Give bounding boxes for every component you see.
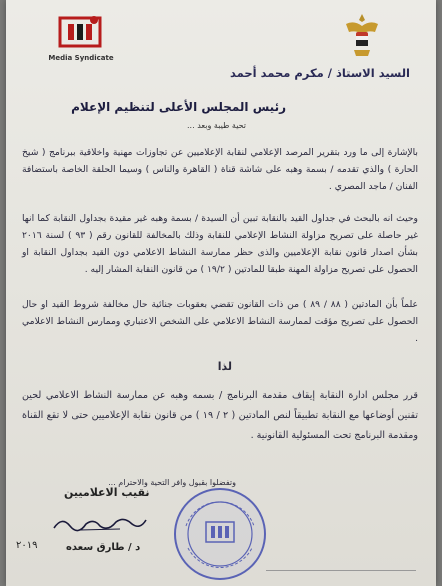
handwritten-signature (50, 512, 150, 534)
letter-sheet (6, 0, 436, 586)
official-stamp-icon (172, 486, 268, 582)
footer-divider (266, 570, 416, 571)
closing-line: وتفضلوا بقبول وافر التحية والاحترام ... (108, 478, 236, 487)
paragraph-penalties: علماً بأن المادتين ( ٨٨ / ٨٩ ) من ذات القانون تقضي بعقوبات جنائية حال مخالفة شروط القيد او حال الحصول على تصريح مؤقت لممارسة النشاط الاعلامي على الشخص الاعتباري وممارس النشاط الاعلامي . (22, 299, 418, 344)
signatory-title: نقيب الاعلاميين (64, 486, 150, 499)
media-syndicate-logo-icon (54, 12, 106, 52)
greeting: تحية طيبة وبعد ... (187, 121, 246, 130)
signatory-name: د / طارق سعده (66, 542, 141, 553)
decision-heading: لذا (217, 360, 232, 373)
addressee-line: السيد الاستاذ / مكرم محمد أحمد (230, 66, 410, 80)
egypt-eagle-emblem-icon (342, 10, 382, 60)
paragraph-reference: بالإشارة إلى ما ورد بتقرير المرصد الإعلامي لنقابة الإعلاميين عن تجاوزات مهنية واخلاقية ببرنامج ( شيخ الحارة ) والذي تقدمه / بسمة وهبه على شاشة قناة ( القاهرة والناس ) وسيما الحلقة الخاصة باستضافة الفنان / ماجد المصري . (22, 147, 418, 192)
logo-caption: Media Syndicate (48, 54, 114, 62)
paragraph-registration: وحيث انه بالبحث في جداول القيد بالنقابة تبين أن السيدة / بسمة وهبه غير مقيدة بجداول النقابة كما انها غير حاصلة على تصريح مزاولة النشاط الإعلامي للنقابة وذلك بالمخالفة للقانون رقم ( ٩٣ ) لسنة ٢٠١٦ بشأن اصدار قانون نقابة الإعلاميين والذى حظر ممارسة النشاط الاعلامي دون القيد بجداول النقابة او الحصول على تصريح مزاولة المهنة طبقا للمادتين ( ١٩/٢ ) من قانون النقابة المشار إليه . (22, 213, 418, 275)
paragraph-decision: قرر مجلس ادارة النقابة إيقاف مقدمة البرنامج / بسمه وهبه عن ممارسة النشاط الاعلامي لحين تقنين أوضاعها مع النقابة تطبيقاً لنص المادتين ( ٢ / ١٩ ) من قانون نقابة الإعلاميين حتى لا تقع القناة ومقدمة البرنامج تحت المسئولية القانونية . (22, 390, 418, 441)
recipient-title: رئيس المجلس الأعلى لتنظيم الإعلام (71, 100, 286, 114)
signature-date: ٢٠١٩ (16, 540, 38, 551)
